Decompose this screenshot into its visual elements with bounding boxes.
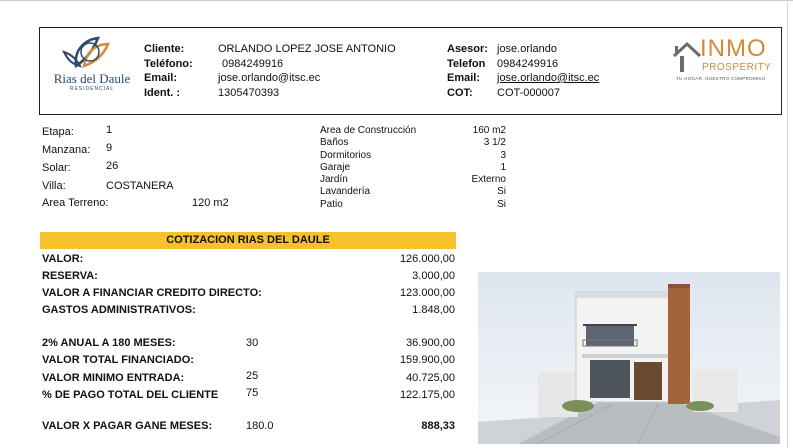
feature-value: 1 (500, 161, 506, 173)
quote-row-label: VALOR TOTAL FINANCIADO: (42, 354, 194, 366)
feature-value: 3 1/2 (483, 137, 506, 149)
etapa-value: 1 (106, 124, 113, 136)
page-edge (787, 0, 788, 448)
cot-label: COT: (447, 87, 473, 99)
solar-label: Solar: (42, 162, 71, 174)
quote-row-label: 2% ANUAL A 180 MESES: (42, 337, 176, 349)
asesor-label: Asesor: (447, 43, 488, 55)
email-label: Email: (144, 72, 178, 84)
telefono-value: 0984249916 (222, 58, 284, 70)
manzana-value: 9 (106, 142, 113, 154)
feature-value: Si (497, 198, 506, 210)
cot-value: COT-000007 (497, 87, 560, 99)
quote-row-value: 126.000,00 (399, 253, 455, 265)
quote-row-label: GASTOS ADMINISTRATIVOS: (42, 304, 196, 316)
quote-row-mid: 25 (246, 370, 259, 382)
quote-row-value: 123.000,00 (399, 287, 455, 299)
feature-values (440, 125, 506, 211)
quote-row-label: VALOR MINIMO ENTRADA: (42, 372, 185, 384)
asesor-value: jose.orlando (497, 43, 557, 55)
quote-row-value: 36.900,00 (406, 337, 455, 349)
quote-row-value: 122.175,00 (399, 389, 455, 401)
logo-tagline: TU HOGAR, NUESTRO COMPROMISO (676, 76, 766, 81)
manzana-label: Manzana: (42, 144, 91, 156)
etapa-label: Etapa: (42, 126, 74, 138)
feature-value: Externo (471, 174, 506, 186)
quote-row-label: % DE PAGO TOTAL DEL CLIENTE (42, 389, 219, 401)
quote-row-value: 40.725,00 (406, 372, 455, 384)
cliente-value: ORLANDO LOPEZ JOSE ANTONIO (218, 43, 396, 55)
inmo-prosperity-logo (672, 36, 780, 88)
house-rendering-image (478, 272, 780, 444)
ident-label: Ident. : (144, 87, 181, 99)
logo-title: Rias del Daule (53, 71, 131, 86)
header-box (39, 27, 782, 115)
rias-del-daule-logo (46, 32, 136, 94)
telefono-label: Teléfono: (144, 58, 193, 70)
feature-label: Baños (320, 137, 349, 149)
quote-row-value: 1.848,00 (412, 304, 455, 316)
feature-label: Garaje (320, 161, 351, 173)
logo-subtitle: RESIDENCIAL (69, 86, 115, 92)
logo-inmo-text: INMO (700, 35, 767, 62)
email-value: jose.orlando@itsc.ec (218, 72, 321, 84)
feature-label: Lavandería (320, 186, 371, 198)
quote-row-value: 3.000,00 (412, 270, 455, 282)
top-border (0, 0, 793, 1)
feature-labels (320, 125, 416, 211)
quote-row-label: VALOR X PAGAR GANE MESES: (42, 420, 213, 432)
quote-row-value: 159.900,00 (399, 354, 455, 366)
feature-value: Si (497, 186, 506, 198)
feature-value: 3 (500, 149, 506, 161)
feature-value: 160 m2 (472, 125, 506, 136)
quote-row-label: RESERVA: (42, 270, 98, 282)
quote-row-label: VALOR: (42, 253, 84, 265)
advisor-email-label: Email: (447, 72, 481, 84)
quote-title-bar: COTIZACION RIAS DEL DAULE (40, 232, 456, 249)
feature-label: Area de Construcción (320, 125, 417, 136)
feature-label: Dormitorios (320, 149, 372, 161)
quote-row-label: VALOR A FINANCIAR CREDITO DIRECTO: (42, 287, 262, 299)
cliente-label: Cliente: (144, 43, 185, 55)
villa-value: COSTANERA (106, 180, 174, 192)
house-icon (672, 40, 702, 74)
feature-label: Jardín (320, 174, 348, 186)
terreno-label: Area Terreno: (42, 197, 109, 209)
quote-row-mid: 30 (246, 337, 259, 349)
advisor-email-link[interactable]: jose.orlando@itsc.ec (497, 72, 600, 84)
ident-value: 1305470393 (218, 87, 280, 99)
terreno-value: 120 m2 (192, 197, 229, 209)
solar-value: 26 (106, 160, 119, 172)
quote-row-mid: 75 (246, 387, 259, 399)
quote-row-value: 888,33 (421, 420, 455, 432)
telefon-value: 0984249916 (497, 58, 559, 70)
villa-label: Villa: (42, 180, 66, 192)
logo-prosperity-text: PROSPERITY (702, 62, 772, 73)
telefon-label: Telefon (447, 58, 486, 70)
feature-label: Patio (320, 198, 343, 210)
leaf-emblem-icon (46, 32, 136, 72)
quote-row-mid: 180.0 (246, 420, 274, 432)
